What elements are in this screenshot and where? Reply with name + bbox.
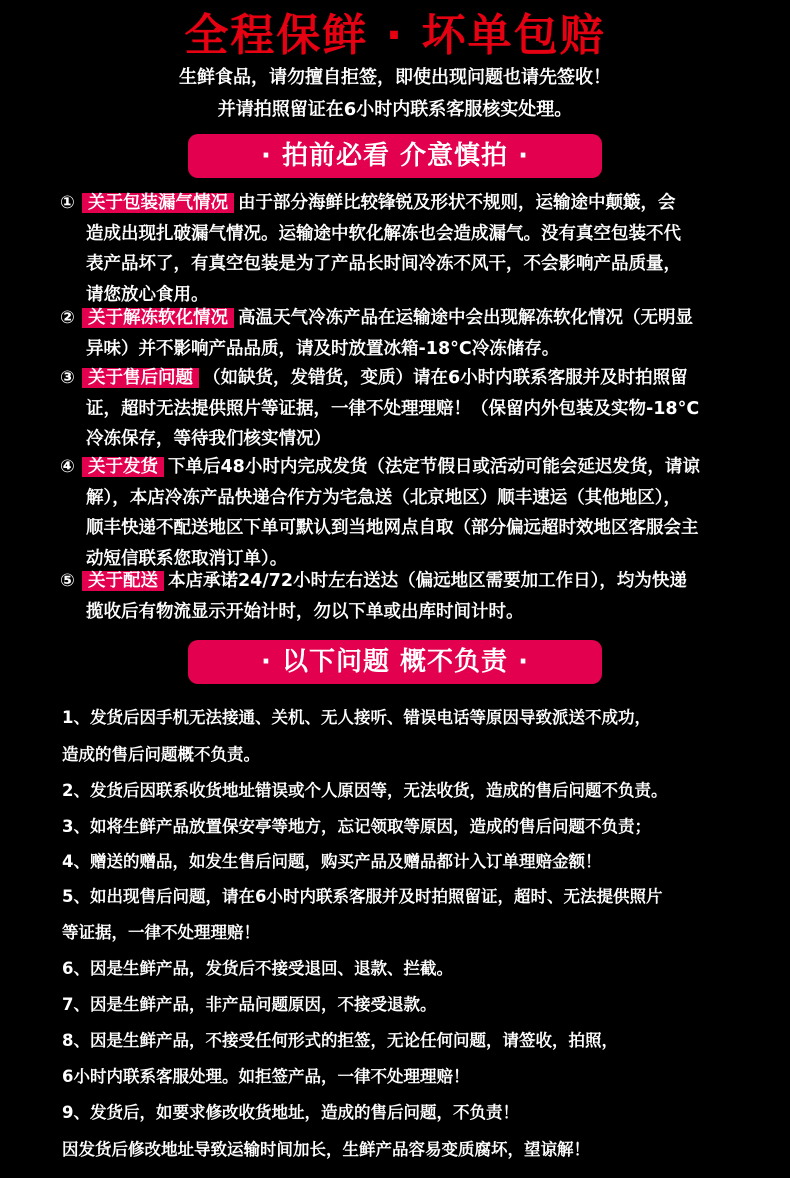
rule-line: 3、如将生鲜产品放置保安亭等地方，忘记领取等原因，造成的售后问题不负责；: [62, 817, 651, 836]
rule-line: 因发货后修改地址导致运输时间加长，生鲜产品容易变质腐坏，望谅解！: [62, 1140, 590, 1159]
notice-number: ④: [60, 457, 75, 477]
notice-text: 由于部分海鲜比较锋锐及形状不规则，运输途中颠簸，会: [238, 193, 676, 213]
rule-line: 7、因是生鲜产品，非产品问题原因，不接受退款。: [62, 995, 437, 1014]
notice-line: [60, 363, 760, 394]
notice-text: 解），本店冷冻产品快递合作方为宅急送（北京地区）顺丰速运（其他地区），: [86, 487, 681, 508]
rule-line: 8、因是生鲜产品，不接受任何形式的拒签，无论任何问题，请签收，拍照，: [62, 1031, 618, 1050]
notice-after-sales: [60, 363, 760, 455]
rule-line: 9、发货后，如要求修改收货地址，造成的售后问题，不负责！: [62, 1103, 519, 1122]
notice-tag: 关于售后问题: [82, 368, 199, 388]
notice-text: 异味）并不影响产品品质，请及时放置冰箱-18°C冷冻储存。: [86, 338, 560, 359]
notice-text: 揽收后有物流显示开始计时，勿以下单或出库时间计时。: [86, 601, 524, 622]
notice-tag: 关于包装漏气情况: [82, 193, 234, 213]
notice-line: [60, 566, 760, 597]
notice-text: 下单后48小时内完成发货（法定节假日或活动可能会延迟发货，请谅: [168, 457, 700, 477]
notice-tag: 关于配送: [82, 571, 164, 591]
subline-1: 生鲜食品，请勿擅自拒签，即使出现问题也请先签收！: [179, 67, 611, 88]
notice-text: 请您放心食用。: [86, 284, 209, 305]
notice-line: [60, 188, 760, 219]
notice-thawing: [60, 303, 760, 364]
rule-line: 等证据，一律不处理理赔！: [62, 923, 260, 942]
rule-line: 1、发货后因手机无法接通、关机、无人接听、错误电话等原因导致派送不成功，: [62, 708, 651, 727]
rule-line: 造成的售后问题概不负责。: [62, 745, 260, 764]
notice-text: 表产品坏了，有真空包装是为了产品长时间冷冻不风干，不会影响产品质量，: [86, 254, 681, 274]
headline: 全程保鲜 · 坏单包赔: [184, 10, 606, 61]
notice-text: 冷冻保存，等待我们核实情况）: [86, 429, 331, 449]
notice-text: 本店承诺24/72小时左右送达（偏远地区需要加工作日），均为快递: [168, 571, 687, 591]
notice-text: 证，超时无法提供照片等证据，一律不处理理赔！（保留内外包装及实物-18°C: [86, 398, 700, 419]
notice-tag: 关于发货: [82, 457, 164, 477]
notice-delivery: [60, 566, 760, 627]
notice-text: （如缺货，发错货，变质）请在6小时内联系客服并及时拍照留: [203, 368, 688, 388]
rule-line: 6小时内联系客服处理。如拒签产品，一律不处理理赔！: [62, 1067, 470, 1086]
banner-disclaimer: · 以下问题 概不负责 ·: [188, 640, 602, 684]
rule-line: 5、如出现售后问题，请在6小时内联系客服并及时拍照留证，超时、无法提供照片: [62, 887, 663, 906]
notice-number: ⑤: [60, 571, 75, 591]
notice-line: [60, 303, 760, 334]
subline-2: 并请拍照留证在6小时内联系客服核实处理。: [217, 99, 573, 120]
notice-number: ①: [60, 193, 75, 213]
notice-text: 造成出现扎破漏气情况。运输途中软化解冻也会造成漏气。没有真空包装不代: [86, 223, 681, 244]
notice-text: 高温天气冷冻产品在运输途中会出现解冻软化情况（无明显: [238, 308, 693, 328]
notice-number: ②: [60, 308, 75, 328]
notice-number: ③: [60, 368, 75, 388]
rule-line: 4、赠送的赠品，如发生售后问题，购买产品及赠品都计入订单理赔金额！: [62, 852, 602, 871]
rule-line: 6、因是生鲜产品，发货后不接受退回、退款、拦截。: [62, 959, 453, 978]
notice-tag: 关于解冻软化情况: [82, 308, 234, 328]
notice-shipping: [60, 452, 760, 574]
notice-text: 动短信联系您取消订单）。: [86, 548, 288, 569]
notice-text: 顺丰快递不配送地区下单可默认到当地网点自取（部分偏远超时效地区客服会主: [86, 518, 699, 538]
notice-packaging: [60, 188, 760, 310]
notice-line: [60, 452, 760, 483]
rule-line: 2、发货后因联系收货地址错误或个人原因等，无法收货，造成的售后问题不负责。: [62, 781, 668, 800]
banner-must-read: · 拍前必看 介意慎拍 ·: [188, 134, 602, 178]
